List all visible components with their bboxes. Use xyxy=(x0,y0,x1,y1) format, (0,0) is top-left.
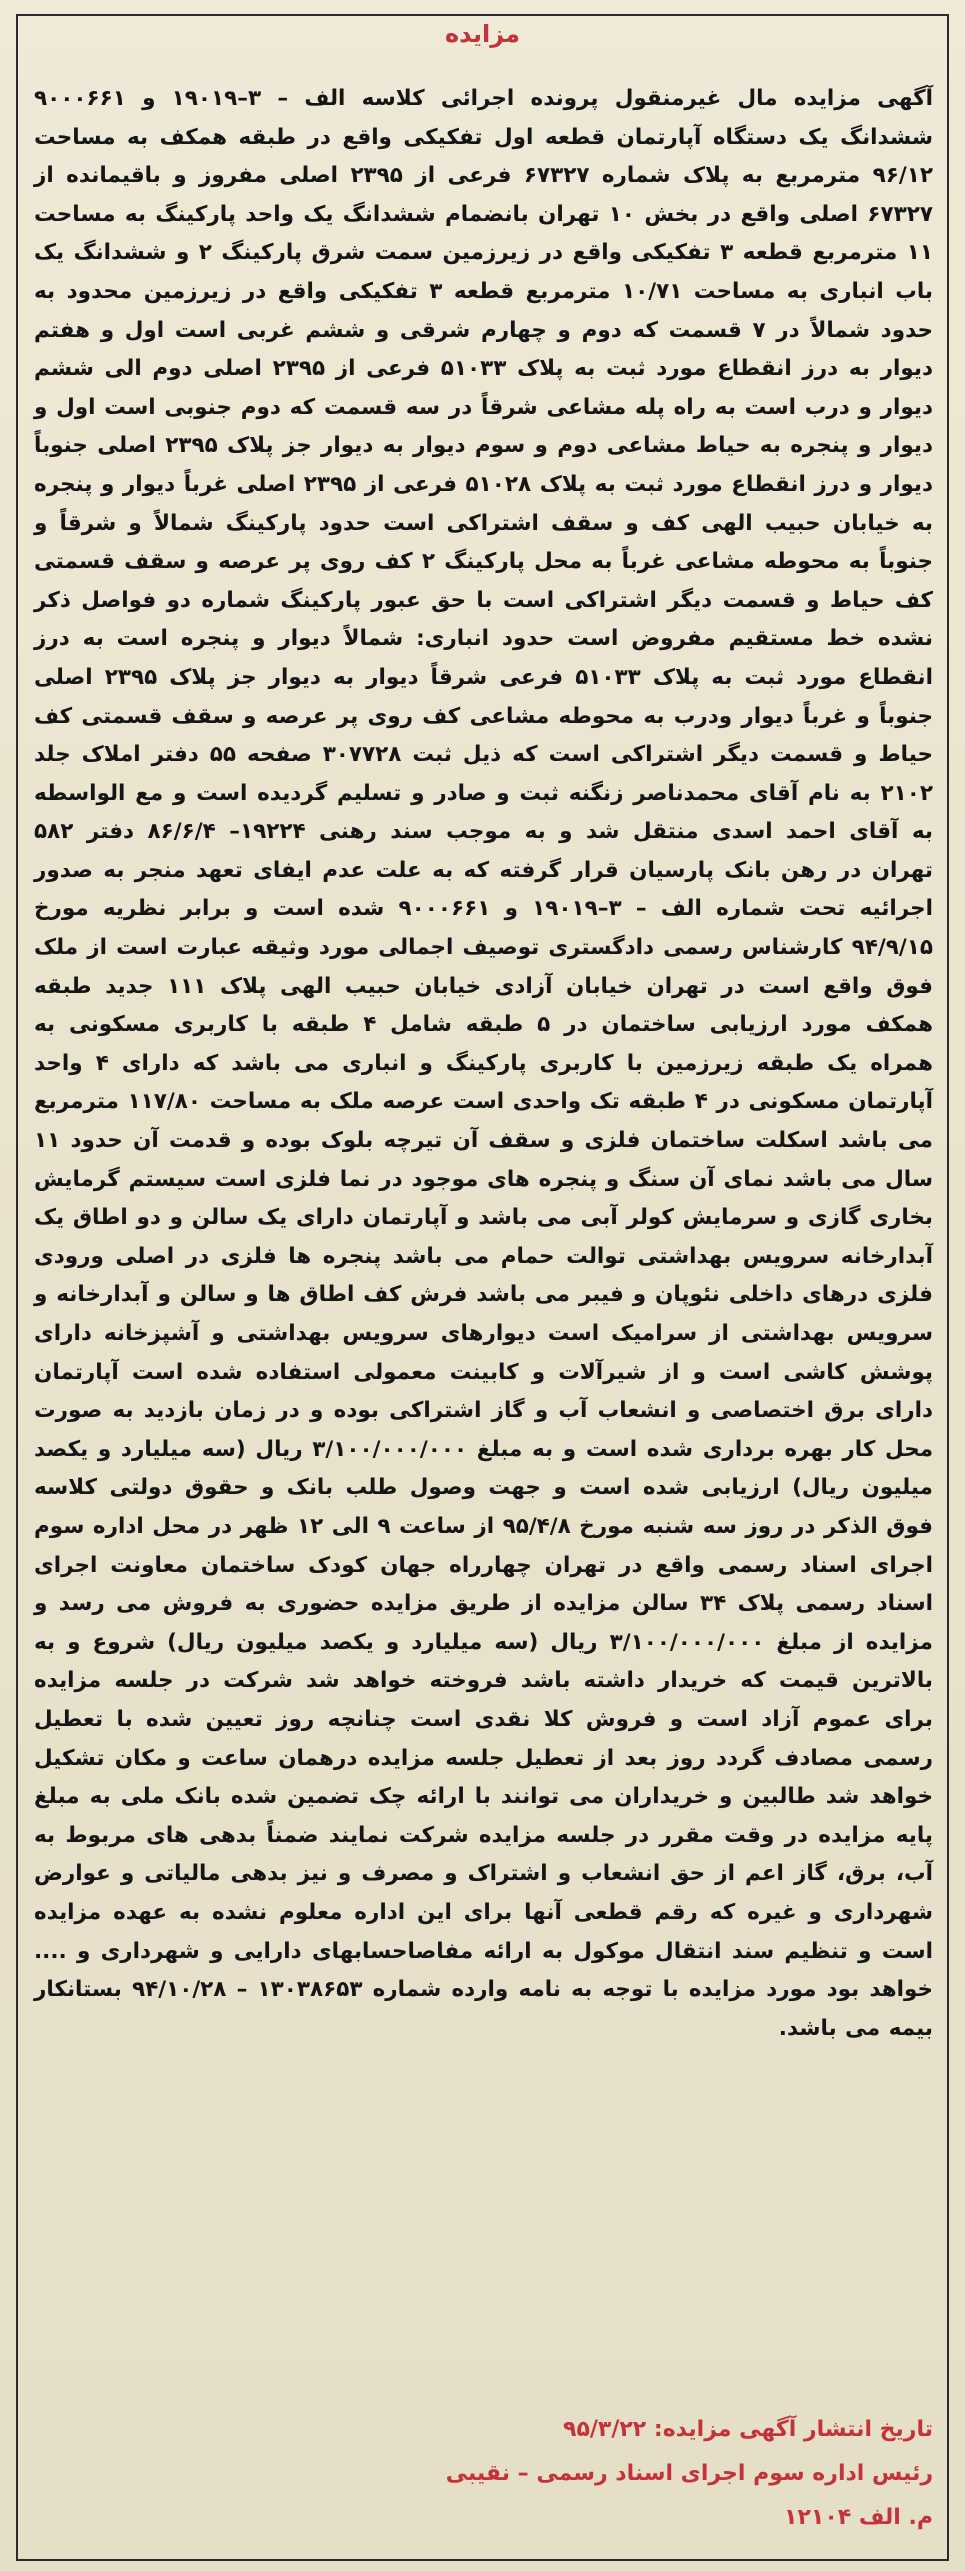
notice-heading: مزایده xyxy=(444,20,521,48)
signatory: رئیس اداره سوم اجرای اسناد رسمی – نقیبی xyxy=(445,2461,933,2486)
notice-footer xyxy=(34,2408,933,2540)
reference-number: م. الف ۱۲۱۰۴ xyxy=(784,2505,933,2530)
publication-date: تاریخ انتشار آگهی مزایده: ۹۵/۳/۲۲ xyxy=(563,2417,933,2442)
notice-body: آگهی مزایده مال غیرمنقول پرونده اجرائی کلاسه الف – ۳–۱۹۰۱۹ و ۹۰۰۰۶۶۱ ششدانگ یک دستگاه آپارتمان قطعه اول تفکیکی واقع در طبقه همکف به مساحت ۹۶/۱۲ مترمربع به پلاک شماره ۶۷۳۲۷ فرعی از ۲۳۹۵ اصلی مفروز و باقیمانده از ۶۷۳۲۷ اصلی واقع در بخش ۱۰ تهران بانضمام ششدانگ یک واحد پارکینگ به مساحت ۱۱ مترمربع قطعه ۳ تفکیکی واقع در زیرزمین سمت شرق پارکینگ ۲ و ششدانگ یک باب انباری به مساحت ۱۰/۷۱ مترمربع قطعه ۳ تفکیکی واقع در زیرزمین محدود به حدود شمالاً در ۷ قسمت که دوم و چهارم شرقی و ششم غربی است اول و هفتم دیوار به درز انقطاع مورد ثبت به پلاک ۵۱۰۳۳ فرعی از ۲۳۹۵ اصلی دوم الی ششم دیوار و درب است به راه پله مشاعی شرقاً در سه قسمت که دوم جنوبی است اول و دیوار و پنجره به حیاط مشاعی دوم و سوم دیوار به دیوار جز پلاک ۲۳۹۵ اصلی جنوباً دیوار و درز انقطاع مورد ثبت به پلاک ۵۱۰۲۸ فرعی از ۲۳۹۵ اصلی غرباً دیوار و پنجره به خیابان حبیب الهی کف و سقف اشتراکی است حدود پارکینگ شمالاً و شرقاً و جنوباً به محوطه مشاعی غرباً به محل پارکینگ ۲ کف روی پر عرصه و سقف قسمتی کف حیاط و قسمت دیگر اشتراکی است با حق عبور پارکینگ شماره دو فواصل ذکر نشده خط مستقیم مفروض است حدود انباری: شمالاً دیوار و پنجره است به درز انقطاع مورد ثبت به پلاک ۵۱۰۳۳ فرعی شرقاً دیوار به دیوار جز پلاک ۲۳۹۵ اصلی جنوباً و غرباً دیوار ودرب به محوطه مشاعی کف روی پر عرصه و سقف قسمتی کف حیاط و قسمت دیگر اشتراکی است که ذیل ثبت ۳۰۷۷۲۸ صفحه ۵۵ دفتر املاک جلد ۲۱۰۲ به نام آقای محمدناصر زنگنه ثبت و صادر و تسلیم گردیده است و مع الواسطه به آقای احمد اسدی منتقل شد و به موجب سند رهنی ۱۹۲۲۴– ۸۶/۶/۴ دفتر ۵۸۲ تهران در رهن بانک پارسیان قرار گرفته که به علت عدم ایفای تعهد منجر به صدور اجرائیه تحت شماره الف – ۳–۱۹۰۱۹ و ۹۰۰۰۶۶۱ شده است و برابر نظریه مورخ ۹۴/۹/۱۵ کارشناس رسمی دادگستری توصیف اجمالی مورد وثیقه عبارت است از ملک فوق واقع است در تهران خیابان آزادی خیابان حبیب الهی پلاک ۱۱۱ جدید طبقه همکف مورد ارزیابی ساختمان در ۵ طبقه شامل ۴ طبقه با کاربری مسکونی به همراه یک طبقه زیرزمین با کاربری پارکینگ و انباری می باشد که دارای ۴ واحد آپارتمان مسکونی در ۴ طبقه تک واحدی است عرصه ملک به مساحت ۱۱۷/۸۰ مترمربع می باشد اسکلت ساختمان فلزی و سقف آن تیرچه بلوک بوده و قدمت آن حدود ۱۱ سال می باشد نمای آن سنگ و پنجره های موجود در نما فلزی است سیستم گرمایش بخاری گازی و سرمایش کولر آبی می باشد و آپارتمان دارای یک سالن و دو اطاق یک آبدارخانه سرویس بهداشتی توالت حمام می باشد پنجره ها فلزی در اصلی ورودی فلزی درهای داخلی نئوپان و فیبر می باشد فرش کف اطاق ها و سالن و آبدارخانه و سرویس بهداشتی از سرامیک است دیوارهای سرویس بهداشتی و آشپزخانه دارای پوشش کاشی است و از شیرآلات و کابینت معمولی استفاده شده است آپارتمان دارای برق اختصاصی و انشعاب آب و گاز اشتراکی بوده و در زمان بازدید به صورت محل کار بهره برداری شده است و به مبلغ ۳/۱۰۰/۰۰۰/۰۰۰ ریال (سه میلیارد و یکصد میلیون ریال) ارزیابی شده است و جهت وصول طلب بانک و حقوق دولتی کلاسه فوق الذکر در روز سه شنبه مورخ ۹۵/۴/۸ از ساعت ۹ الی ۱۲ ظهر در محل اداره سوم اجرای اسناد رسمی واقع در تهران چهارراه جهان کودک ساختمان معاونت اجرای اسناد رسمی پلاک ۳۴ سالن مزایده از طریق مزایده حضوری به فروش می رسد و مزایده از مبلغ ۳/۱۰۰/۰۰۰/۰۰۰ ریال (سه میلیارد و یکصد میلیون ریال) شروع و به بالاترین قیمت که خریدار داشته باشد فروخته خواهد شد شرکت در جلسه مزایده برای عموم آزاد است و فروش کلا نقدی است چنانچه روز تعیین شده با تعطیل رسمی مصادف گردد روز بعد از تعطیل جلسه مزایده درهمان ساعت و مکان تشکیل خواهد شد طالبین و خریداران می توانند با ارائه چک تضمین شده بانک ملی به مبلغ پایه مزایده در وقت مقرر در جلسه مزایده شرکت نمایند ضمناً بدهی های مربوط به آب، برق، گاز اعم از حق انشعاب و اشتراک و مصرف و نیز بدهی مالیاتی و عوارض شهرداری و غیره که رقم قطعی آنها برای این اداره معلوم نشده به عهده مزایده است و تنظیم سند انتقال موکول به ارائه مفاصاحسابهای دارایی و شهرداری و .... خواهد بود مورد مزایده با توجه به نامه وارده شماره ۱۳۰۳۸۶۵۳ – ۹۴/۱۰/۲۸ بستانکار بیمه می باشد. xyxy=(34,86,934,2041)
